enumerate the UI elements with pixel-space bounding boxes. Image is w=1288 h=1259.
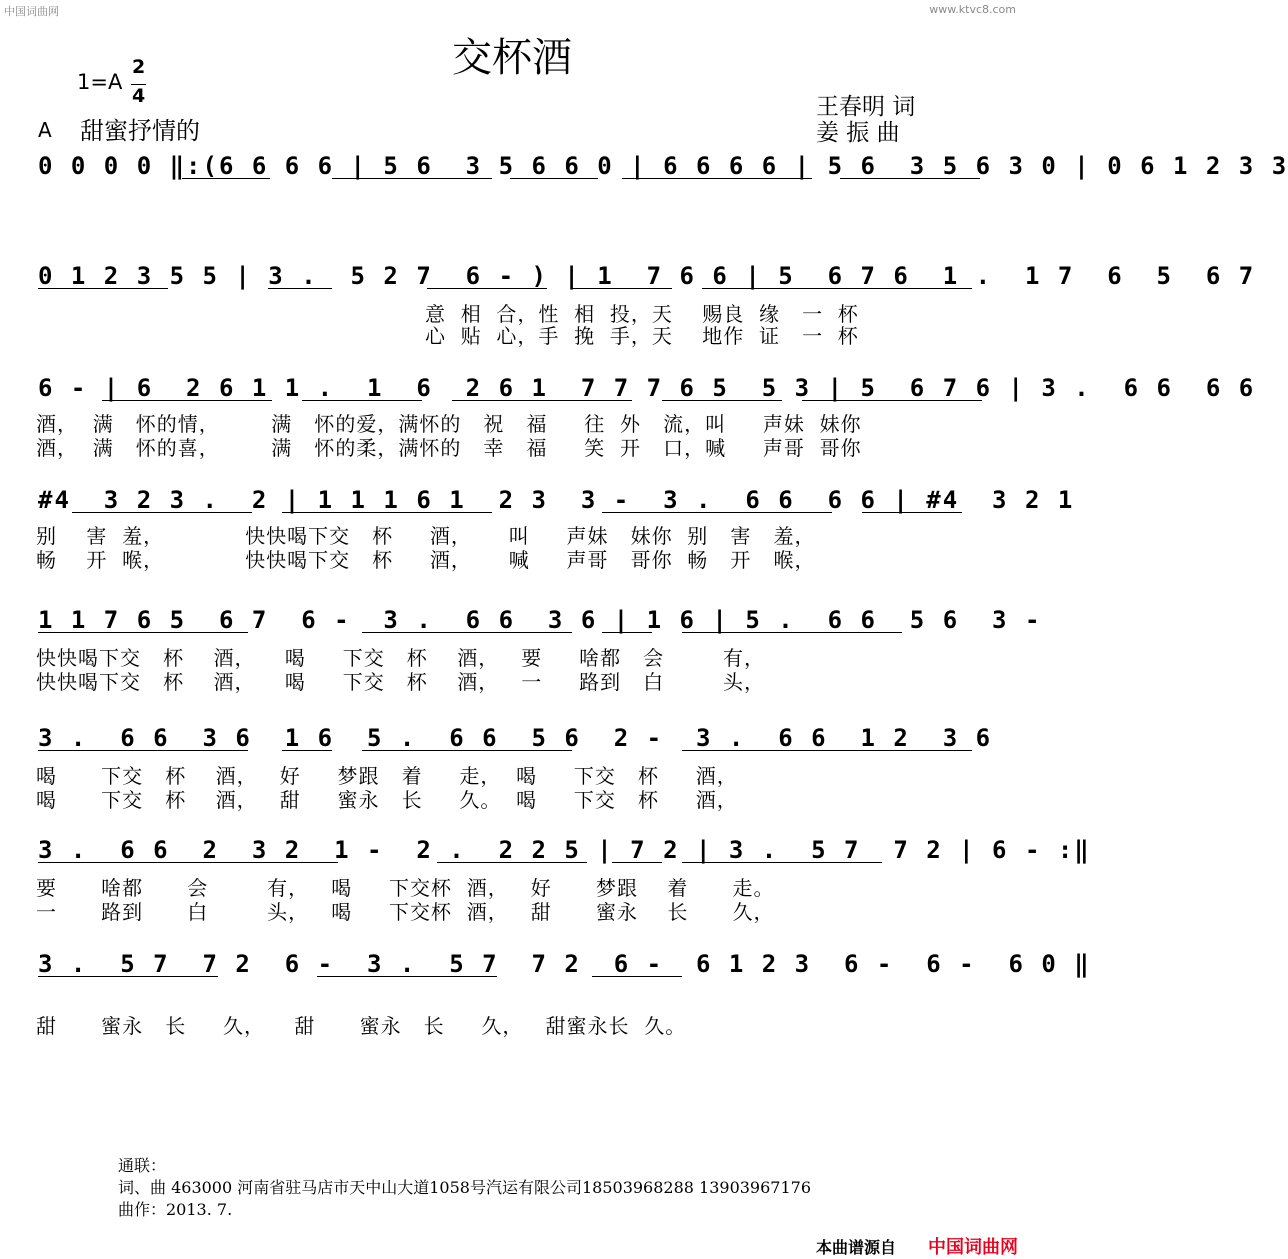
composition-date: 曲作：2013. 7. [118, 1200, 233, 1219]
beam [362, 750, 572, 751]
beam [702, 288, 972, 289]
contact-label: 通联： [118, 1156, 167, 1175]
lyric-verse-2: 畅 开 喉， 快快喝下交 杯 酒， 喊 声哥 哥你 畅 开 喉， [36, 548, 816, 572]
beam [510, 178, 598, 179]
staff-notes: 3 . 5 7 7 2 6 - 3 . 5 7 7 2 6 - 6 1 2 3 6 - 6 - 6 0 ‖ [38, 950, 1091, 978]
contact-footer [118, 1155, 811, 1221]
tempo-marking: 甜蜜抒情的 [80, 117, 200, 145]
staff-line-5 [32, 602, 1042, 694]
beam [38, 632, 248, 633]
beam [862, 512, 962, 513]
time-signature-bottom: 4 [132, 85, 146, 107]
section-marker: A [38, 118, 52, 142]
beam [362, 632, 572, 633]
beam [612, 862, 662, 863]
staff-line-2 [32, 258, 1256, 348]
beam [452, 400, 632, 401]
beam [437, 862, 587, 863]
beam [802, 400, 982, 401]
beam [182, 178, 270, 179]
beam [332, 178, 492, 179]
beam [38, 750, 248, 751]
site-name-left: 中国词曲网 [4, 5, 59, 18]
lyric-verse-2: 喝 下交 杯 酒， 甜 蜜永 长 久。 喝 下交 杯 酒， [36, 788, 738, 812]
lyric-verse-2: 一 路到 白 头， 喝 下交杯 酒， 甜 蜜永 长 久， [36, 900, 775, 924]
site-url-right: www.ktvc8.com [929, 3, 1016, 16]
beam [38, 288, 168, 289]
beam [282, 512, 492, 513]
staff-notes: #4 3 2 3 . 2 | 1 1 1 6 1 2 3 3 - 3 . 6 6 6 6 | #4 3 2 1 [38, 486, 1075, 514]
staff-notes: 0 0 0 0 ‖:(6 6 6 6 | 5 6 3 5 6 6 0 | 6 6 6 6 | 5 6 3 5 6 3 0 | 0 6 1 2 3 3 [38, 152, 1288, 180]
contact-line: 词、曲 463000 河南省驻马店市天中山大道1058号汽运有限公司18503968288 13903967176 [118, 1178, 812, 1197]
beam [268, 288, 332, 289]
beam [592, 976, 682, 977]
lyric-verse-1: 酒， 满 怀的情， 满 怀的爱，满怀的 祝 福 往 外 流，叫 声妹 妹你 [36, 412, 862, 436]
beam [602, 632, 652, 633]
beam [317, 976, 497, 977]
staff-notes: 1 1 7 6 5 6 7 6 - 3 . 6 6 3 6 | 1 6 | 5 . 6 6 5 6 3 - [38, 606, 1042, 634]
staff-line-6 [32, 720, 993, 812]
key-signature: 1=A [77, 70, 123, 94]
beam [572, 288, 672, 289]
song-title: 交杯酒 [452, 35, 572, 81]
lyric-verse-1: 要 啥都 会 有， 喝 下交杯 酒， 好 梦跟 着 走。 [36, 876, 775, 900]
beam [38, 976, 218, 977]
lyric-verse-1: 喝 下交 杯 酒， 好 梦跟 着 走， 喝 下交 杯 酒， [36, 764, 738, 788]
lyric-verse-2: 心 贴 心，手 挽 手，天 地作 证 一 杯 [425, 324, 859, 348]
beam [682, 632, 902, 633]
beam [302, 400, 422, 401]
beam [622, 178, 812, 179]
credits [816, 94, 915, 146]
beam [682, 862, 882, 863]
lyric-verse-1: 甜 蜜永 长 久， 甜 蜜永 长 久， 甜蜜永长 久。 [36, 1014, 687, 1038]
beam [102, 400, 272, 401]
brand-logo-text[interactable]: 中国词曲网 [928, 1237, 1018, 1258]
beam [682, 750, 972, 751]
lyric-verse-1: 意 相 合，性 相 投，天 赐良 缘 一 杯 [425, 302, 859, 326]
staff-line-1 [32, 148, 1288, 188]
beam [38, 862, 338, 863]
lyric-verse-1: 别 害 羞， 快快喝下交 杯 酒， 叫 声妹 妹你 别 害 羞， [36, 524, 816, 548]
beam [427, 288, 547, 289]
source-note: 本曲谱源自 [816, 1238, 897, 1257]
lyricist-credit: 王春明 词 [816, 94, 916, 120]
staff-line-4 [32, 482, 1075, 572]
beam [840, 178, 980, 179]
staff-notes: 6 - | 6 2 6 1 1 . 1 6 2 6 1 7 7 7 6 5 5 3 | 5 6 7 6 | 3 . 6 6 6 6 [38, 374, 1256, 402]
time-signature-top: 2 [132, 56, 146, 78]
staff-line-8 [32, 946, 1091, 1038]
staff-line-7 [32, 832, 1091, 924]
staff-notes: 3 . 6 6 3 6 1 6 5 . 6 6 5 6 2 - 3 . 6 6 1 2 3 6 [38, 724, 993, 752]
staff-notes: 0 1 2 3 5 5 | 3 . 5 2 7 6 - ) | 1 7 6 6 | 5 6 7 6 1 . 1 7 6 5 6 7 [38, 262, 1256, 290]
lyric-verse-1: 快快喝下交 杯 酒， 喝 下交 杯 酒， 要 啥都 会 有， [36, 646, 766, 670]
beam [662, 400, 782, 401]
beam [602, 512, 832, 513]
lyric-verse-2: 酒， 满 怀的喜， 满 怀的柔，满怀的 幸 福 笑 开 口，喊 声哥 哥你 [36, 436, 862, 460]
staff-notes: 3 . 6 6 2 3 2 1 - 2 . 2 2 5 | 7 2 | 3 . 5 7 7 2 | 6 - :‖ [38, 836, 1091, 864]
composer-credit: 姜 振 曲 [816, 120, 900, 146]
beam [282, 750, 332, 751]
beam [72, 512, 252, 513]
staff-line-3 [32, 370, 1256, 460]
lyric-verse-2: 快快喝下交 杯 酒， 喝 下交 杯 酒， 一 路到 白 头， [36, 670, 766, 694]
